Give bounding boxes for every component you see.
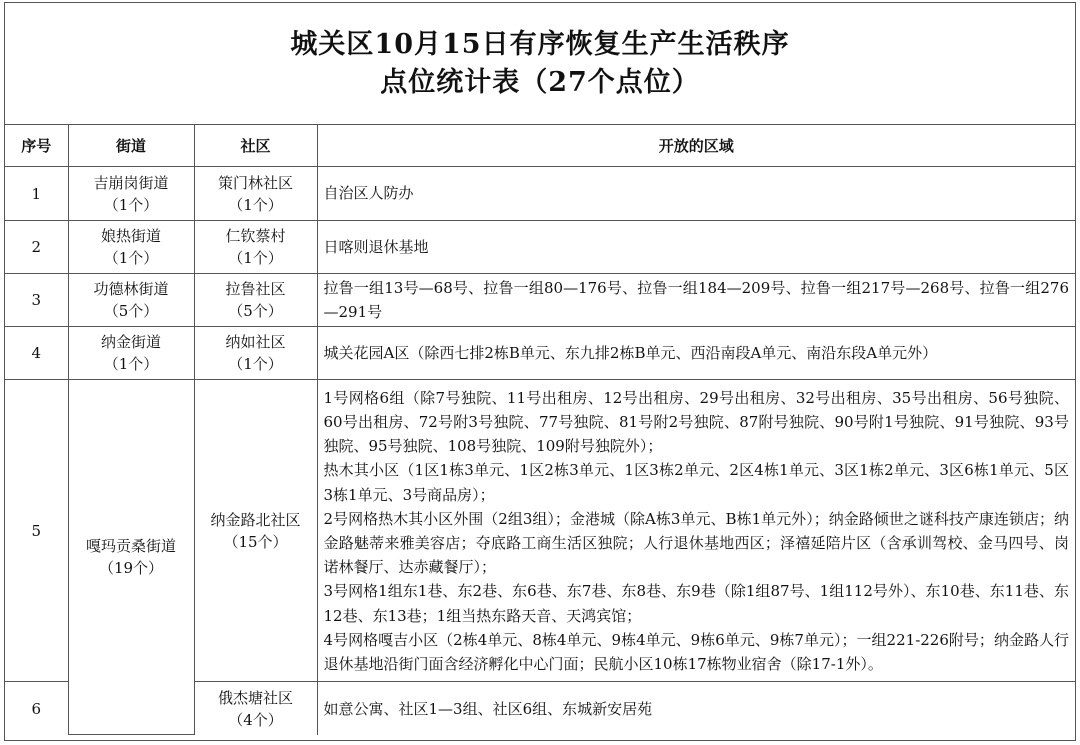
row-no: 6	[5, 682, 68, 735]
community-cell	[194, 682, 317, 735]
table-row	[5, 221, 1075, 274]
area-cell	[317, 221, 1075, 274]
area-paragraph: 热木其小区（1区1栋3单元、1区2栋3单元、1区3栋2单元、2区4栋1单元、3区1栋2单元、3区6栋1单元、5区3栋1单元、3号商品房）；	[323, 461, 1069, 504]
header-area: 开放的区域	[317, 125, 1075, 167]
table-row	[5, 380, 1075, 682]
area-text: 自治区人防办	[323, 184, 414, 203]
community-count: （5个）	[228, 302, 283, 321]
community-name: 俄杰塘社区	[217, 688, 293, 707]
header-no: 序号	[5, 125, 68, 167]
title-line-2: 点位统计表（27个点位）	[380, 66, 700, 98]
row-no: 4	[5, 327, 68, 380]
street-name: 功德林街道	[93, 280, 169, 299]
area-cell	[317, 274, 1075, 327]
header-community: 社区	[194, 125, 317, 167]
area-paragraph: 2号网格热木其小区外围（2组3组）；金港城（除A栋3单元、B栋1单元外）；纳金路倾世之谜科技产康连锁店；纳金路魅蒂来雅美容店；夺底路工商生活区独院；人行退休基地西区；泽禧延陪片区（含承训驾校、金马四号、岗诺林餐厅、达赤藏餐厅）；	[323, 509, 1069, 577]
header-street: 街道	[68, 125, 194, 167]
community-count: （4个）	[228, 710, 283, 729]
table-row	[5, 167, 1075, 221]
area-cell	[317, 167, 1075, 221]
street-count: （19个）	[98, 559, 164, 578]
street-name: 娘热街道	[100, 227, 161, 245]
street-name: 纳金街道	[100, 333, 161, 352]
community-cell	[194, 167, 317, 221]
street-cell	[68, 274, 194, 327]
community-name: 纳金路北社区	[210, 510, 301, 529]
area-paragraph: 4号网格嘎吉小区（2栋4单元、8栋4单元、9栋4单元、9栋6单元、9栋7单元）；一组221-226附号；纳金路人行退休基地沿街门面含经济孵化中心门面；民航小区10栋17栋物业宿舍（除17-1外）。	[323, 630, 1069, 673]
community-name: 纳如社区	[225, 333, 286, 352]
street-name: 吉崩岗街道	[93, 173, 169, 192]
row-no: 2	[5, 221, 68, 274]
area-text: 拉鲁一组13号—68号、拉鲁一组80—176号、拉鲁一组184—209号、拉鲁一组217号—268号、拉鲁一组276—291号	[323, 279, 1069, 322]
row-no: 5	[5, 380, 68, 682]
street-count: （1个）	[103, 355, 159, 374]
community-cell	[194, 380, 317, 682]
community-name: 仁钦蔡村	[225, 227, 286, 245]
area-cell	[317, 380, 1075, 682]
street-cell	[68, 380, 194, 735]
table-row	[5, 327, 1075, 380]
street-count: （1个）	[103, 195, 159, 214]
area-text: 城关花园A区（除西七排2栋B单元、东九排2栋B单元、西沿南段A单元、南沿东段A单元外）	[323, 344, 938, 363]
street-count: （1个）	[103, 249, 159, 267]
community-count: （1个）	[228, 355, 283, 374]
table-row	[5, 274, 1075, 327]
community-count: （1个）	[228, 195, 283, 214]
area-cell	[317, 327, 1075, 380]
statistics-sheet	[4, 2, 1076, 741]
row-no: 1	[5, 167, 68, 221]
street-cell	[68, 327, 194, 380]
community-cell	[194, 221, 317, 274]
community-cell	[194, 327, 317, 380]
community-name: 拉鲁社区	[225, 280, 286, 299]
street-cell	[68, 167, 194, 221]
community-count: （15个）	[223, 532, 288, 551]
area-text: 如意公寓、社区1—3组、社区6组、东城新安居苑	[323, 699, 653, 718]
area-text: 日喀则退休基地	[323, 237, 429, 256]
street-count: （5个）	[103, 302, 159, 321]
points-table	[5, 125, 1075, 735]
title-line-1: 城关区10月15日有序恢复生产生活秩序	[290, 28, 790, 60]
document-title	[5, 3, 1075, 125]
area-paragraph: 3号网格1组东1巷、东2巷、东6巷、东7巷、东8巷、东9巷（除1组87号、1组112号外）、东10巷、东11巷、东12巷、东13巷；1组当热东路天音、天鸿宾馆；	[323, 582, 1069, 625]
area-paragraph: 1号网格6组（除7号独院、11号出租房、12号出租房、29号出租房、32号出租房、35号出租房、56号独院、60号出租房、72号附3号独院、77号独院、81号附2号独院、87附号独院、90号附1号独院、91号独院、93号独院、95号独院、108号独院、109附号独院外）；	[323, 388, 1069, 456]
street-cell	[68, 221, 194, 274]
row-no: 3	[5, 274, 68, 327]
table-header-row	[5, 125, 1075, 167]
community-count: （1个）	[228, 249, 283, 267]
community-name: 策门林社区	[217, 173, 293, 192]
community-cell	[194, 274, 317, 327]
area-cell	[317, 682, 1075, 735]
street-name: 嘎玛贡桑街道	[85, 537, 176, 556]
